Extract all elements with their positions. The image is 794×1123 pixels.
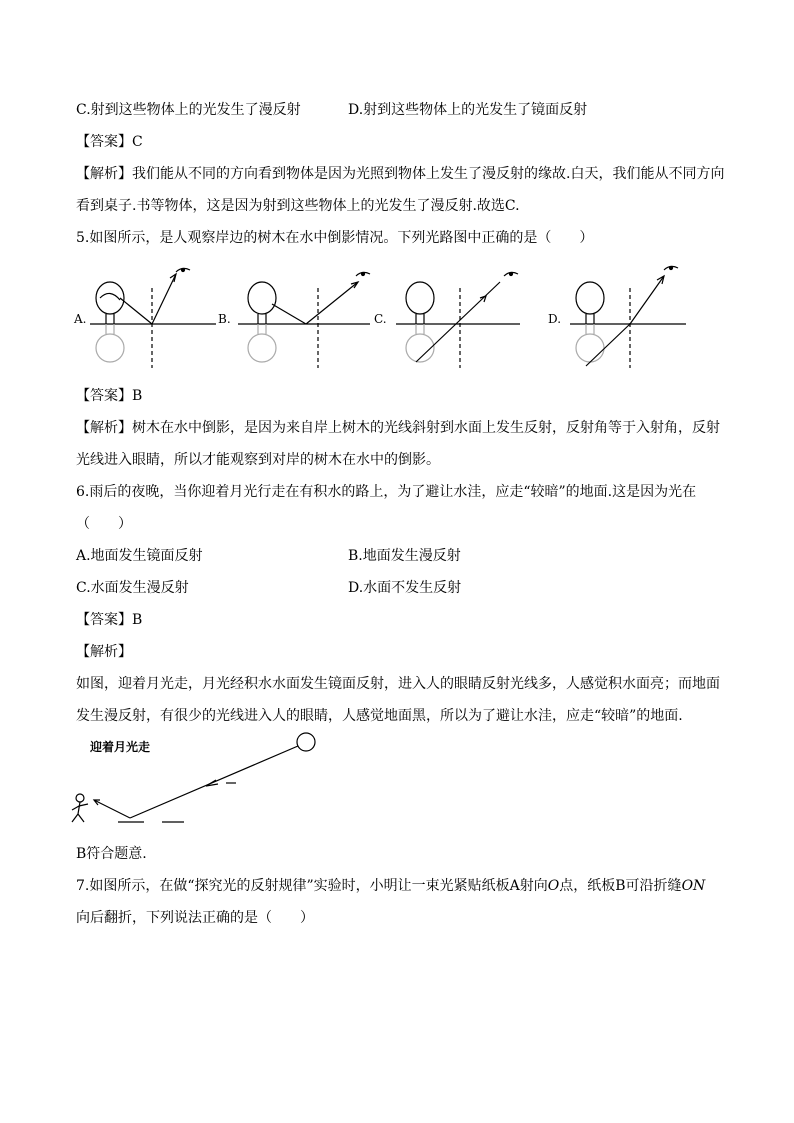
fold-on: ON <box>681 878 706 894</box>
eye-icon <box>176 268 190 272</box>
eye-icon <box>664 266 678 270</box>
option-d-q6: D.水面不发生反射 <box>348 580 462 596</box>
point-o: O <box>547 878 560 894</box>
question-7-text-a: 7.如图所示，在做“探究光的反射规律”实验时，小明让一束光紧贴纸板A射向 <box>76 878 548 894</box>
panel-c <box>396 272 520 368</box>
question-7-line2: 向后翻折，下列说法正确的是（ ） <box>76 910 314 926</box>
q5-label-a: A. <box>74 312 87 326</box>
analysis-q6-line1: 如图，迎着月光走，月光经积水水面发生镜面反射，进入人的眼睛反射光线多，人感觉积水面亮；而地面 <box>76 676 720 692</box>
tree-icon <box>96 282 124 324</box>
tree-icon <box>406 282 434 324</box>
answer-q5: 【答案】B <box>76 388 143 404</box>
analysis-q6-heading: 【解析】 <box>76 644 132 660</box>
q5-label-c: C. <box>374 312 387 326</box>
q6-conclusion: B符合题意. <box>76 846 147 862</box>
q6-figure-caption: 迎着月光走 <box>90 740 151 754</box>
tree-reflection-icon <box>576 324 604 362</box>
analysis-q5-line2: 光线进入眼睛，所以才能观察到对岸的树木在水中的倒影。 <box>76 452 440 468</box>
option-c-q6: C.水面发生漫反射 <box>76 580 189 596</box>
option-c-q4: C.射到这些物体上的光发生了漫反射 <box>76 102 301 118</box>
question-6-line1: 6.雨后的夜晚，当你迎着月光行走在有积水的路上，为了避让水洼，应走“较暗”的地面.这是因为光在 <box>76 484 697 500</box>
analysis-q6-line2: 发生漫反射，有很少的光线进入人的眼睛，人感觉地面黑，所以为了避让水洼，应走“较暗”的地面. <box>76 708 683 724</box>
eye-icon <box>356 272 370 276</box>
moon-icon <box>297 733 315 751</box>
tree-icon <box>576 282 604 324</box>
answer-q4: 【答案】C <box>76 134 143 150</box>
option-a-q6: A.地面发生镜面反射 <box>76 548 203 564</box>
analysis-q4-line2: 看到桌子.书等物体，这是因为射到这些物体上的光发生了漫反射.故选C. <box>76 198 520 214</box>
analysis-q5-line1: 【解析】树木在水中倒影，是因为来自岸上树木的光线斜射到水面上发生反射，反射角等于入射角，反射 <box>76 420 720 436</box>
q5-label-d: D. <box>548 312 562 326</box>
eye-icon <box>504 272 518 276</box>
analysis-q4-line1: 【解析】我们能从不同的方向看到物体是因为光照到物体上发生了漫反射的缘故.白天，我们能从不同方向 <box>76 166 725 182</box>
option-b-q6: B.地面发生漫反射 <box>348 548 461 564</box>
panel-d <box>570 266 686 368</box>
panel-a <box>90 268 216 368</box>
walking-person-icon <box>72 794 88 822</box>
question-6-line2: （ ） <box>76 516 132 532</box>
tree-reflection-icon <box>406 324 434 362</box>
q6-moonlight-figure <box>66 730 326 830</box>
panel-b <box>238 272 370 368</box>
question-7-line1 <box>76 876 705 896</box>
q5-light-path-figure <box>70 258 710 378</box>
tree-reflection-icon <box>248 324 276 362</box>
tree-reflection-icon <box>96 324 124 362</box>
option-d-q4: D.射到这些物体上的光发生了镜面反射 <box>348 102 588 118</box>
answer-q6: 【答案】B <box>76 612 143 628</box>
question-5: 5.如图所示，是人观察岸边的树木在水中倒影情况。下列光路图中正确的是（ ） <box>76 230 594 246</box>
q5-label-b: B. <box>218 312 231 326</box>
question-7-text-b: 点，纸板B可沿折缝 <box>559 878 682 894</box>
tree-icon <box>248 282 276 324</box>
